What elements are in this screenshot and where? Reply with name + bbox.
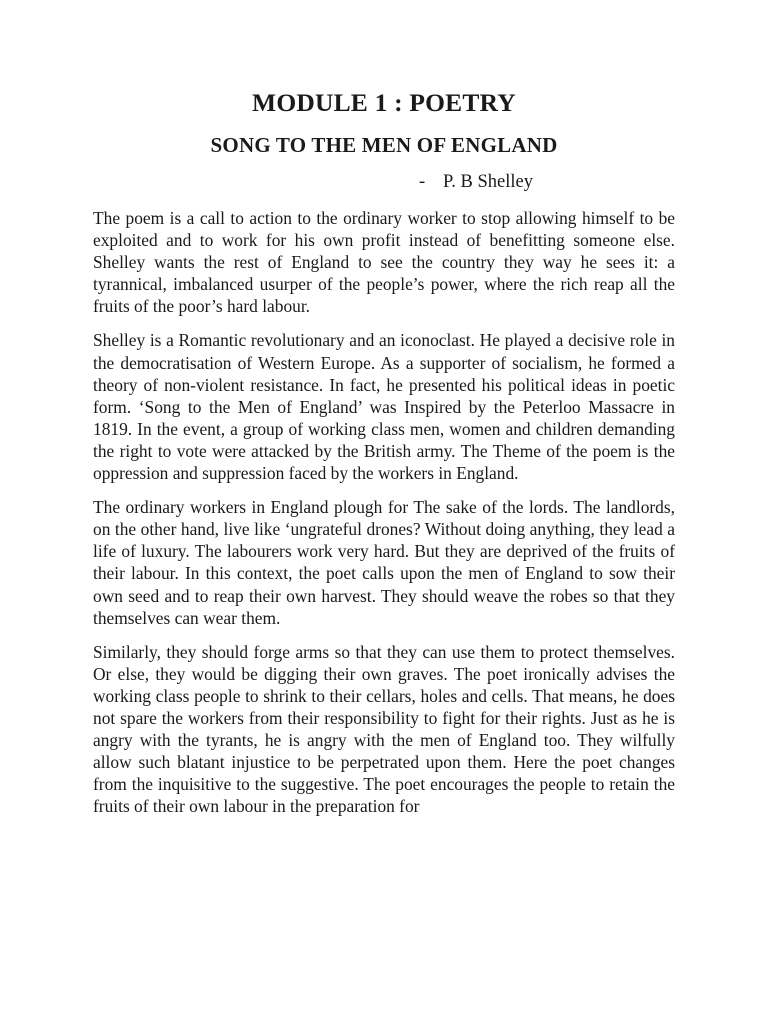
author-name: P. B Shelley (443, 172, 533, 192)
poem-title: SONG TO THE MEN OF ENGLAND (210, 133, 558, 157)
body-paragraph: Similarly, they should forge arms so that they can use them to protect themselves. Or else, they would be digging their own graves. The poet ironically advises the working class people to shrink to their cellars, holes and cells. That means, he does not spare the workers from their responsibility to fight for their rights. Just as he is angry with the tyrants, he is angry with the men of England too. They wilfully allow such blatant injustice to be perpetrated upon them. Here the poet changes from the inquisitive to the suggestive. The poet encourages the people to retain the fruits of their own labour in the preparation for (93, 641, 675, 817)
body-paragraph: The ordinary workers in England plough for The sake of the lords. The landlords, on the other hand, live like ‘ungrateful drones? Without doing anything, they lead a life of luxury. The labourers work very hard. But they are deprived of the fruits of their labour. In this context, the poet calls upon the men of England to sow their own seed and to reap their own harvest. They should weave the robes so that they themselves can wear them. (93, 497, 675, 628)
author-dash: - (419, 172, 426, 192)
body-paragraph: Shelley is a Romantic revolutionary and an iconoclast. He played a decisive role in the democratisation of Western Europe. As a supporter of socialism, he formed a theory of non-violent resistance. In fact, he presented his political ideas in poetic form. ‘Song to the Men of England’ was Inspired by the Peterloo Massacre in 1819. In the event, a group of working class men, women and children demanding the right to vote were attacked by the British army. The Theme of the poem is the oppression and suppression faced by the workers in England. (93, 330, 675, 484)
module-title: MODULE 1 : POETRY (252, 88, 516, 117)
author-line (93, 169, 675, 195)
body-paragraph: The poem is a call to action to the ordinary worker to stop allowing himself to be exploited and to work for his own profit instead of benefitting someone else. Shelley wants the rest of England to see the country they way he sees it: a tyrannical, imbalanced usurper of the people’s power, where the rich reap all the fruits of the poor’s hard labour. (93, 208, 675, 317)
document-page (93, 86, 675, 817)
